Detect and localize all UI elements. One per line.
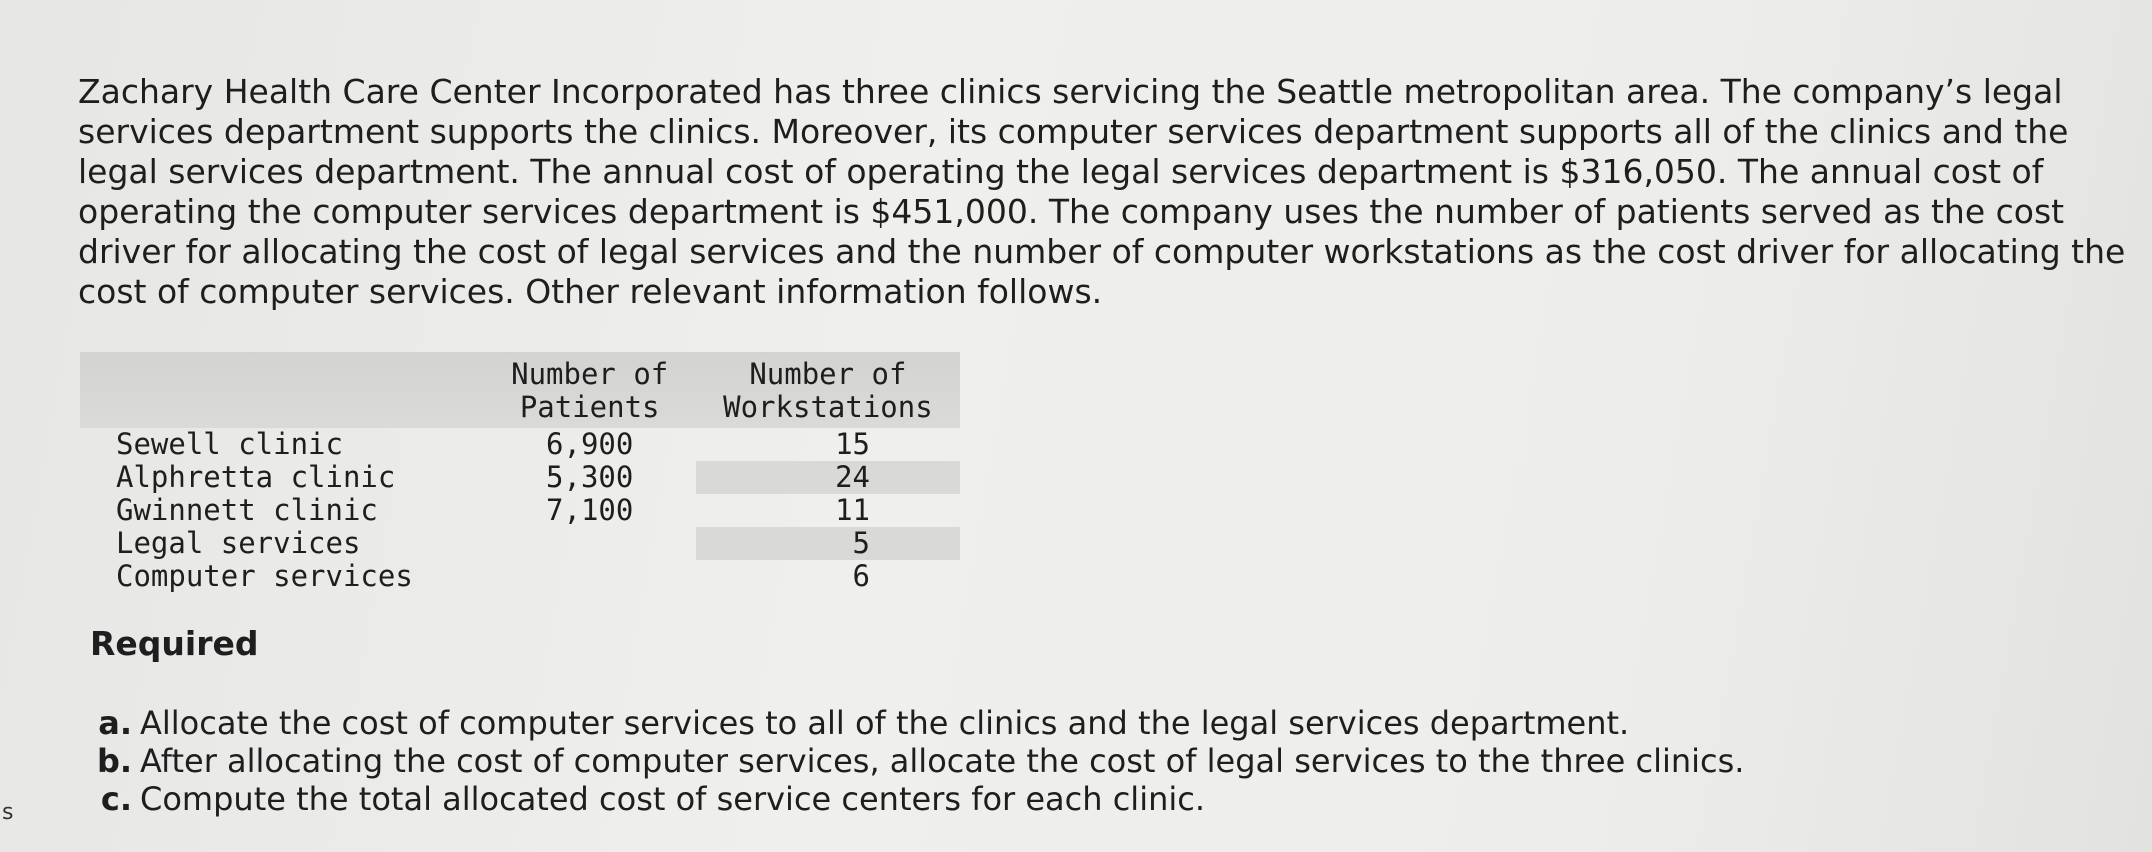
- patients-value: 7,100: [546, 493, 634, 527]
- row-label: Legal services: [116, 526, 361, 560]
- task-marker: c.: [100, 780, 132, 818]
- required-heading: Required: [90, 624, 259, 663]
- workstations-value: 6: [852, 559, 870, 593]
- table-row: [80, 461, 960, 494]
- problem-intro-paragraph: Zachary Health Care Center Incorporated has three clinics servicing the Seattle metropolitan area. The company’s legal services department supports the clinics. Moreover, its computer services department supports all of the clinics and the legal services department. The annual cost of operating the legal services department is $316,050. The annual cost of operating the computer services department is $451,000. The company uses the number of patients served as the cost driver for allocating the cost of legal services and the number of computer workstations as the cost driver for allocating the cost of computer services. Other relevant information follows.: [78, 72, 2126, 311]
- workstations-value: 11: [835, 493, 870, 527]
- workstations-value: 5: [696, 527, 960, 560]
- table-row: [80, 494, 960, 527]
- task-item: [80, 780, 1744, 818]
- patients-value: [484, 560, 696, 593]
- task-marker: b.: [96, 742, 132, 780]
- task-marker: a.: [98, 704, 132, 742]
- page-edge-letter: s: [2, 800, 14, 825]
- clinic-data-table: [80, 352, 960, 593]
- workstations-value: 15: [835, 427, 870, 461]
- task-item: [80, 704, 1744, 742]
- row-label: Computer services: [116, 559, 413, 593]
- row-label: Gwinnett clinic: [116, 493, 378, 527]
- table-header-row: [80, 352, 960, 428]
- header-workstations: Number of Workstations: [723, 357, 933, 424]
- task-text: After allocating the cost of computer services, allocate the cost of legal services to the three clinics.: [140, 742, 1745, 780]
- table-row: [80, 560, 960, 593]
- row-label: Alphretta clinic: [116, 460, 396, 494]
- header-label-cell: [80, 352, 484, 428]
- header-patients: Number of Patients: [511, 357, 669, 424]
- table-row: [80, 527, 960, 560]
- task-text: Allocate the cost of computer services to all of the clinics and the legal services department.: [140, 704, 1630, 742]
- patients-value: [484, 527, 696, 560]
- patients-value: 5,300: [546, 460, 634, 494]
- task-text: Compute the total allocated cost of service centers for each clinic.: [140, 780, 1206, 818]
- row-label: Sewell clinic: [116, 427, 343, 461]
- table-row: [80, 428, 960, 461]
- patients-value: 6,900: [546, 427, 634, 461]
- task-item: [80, 742, 1744, 780]
- required-task-list: [80, 704, 1744, 818]
- workstations-value: 24: [696, 461, 960, 494]
